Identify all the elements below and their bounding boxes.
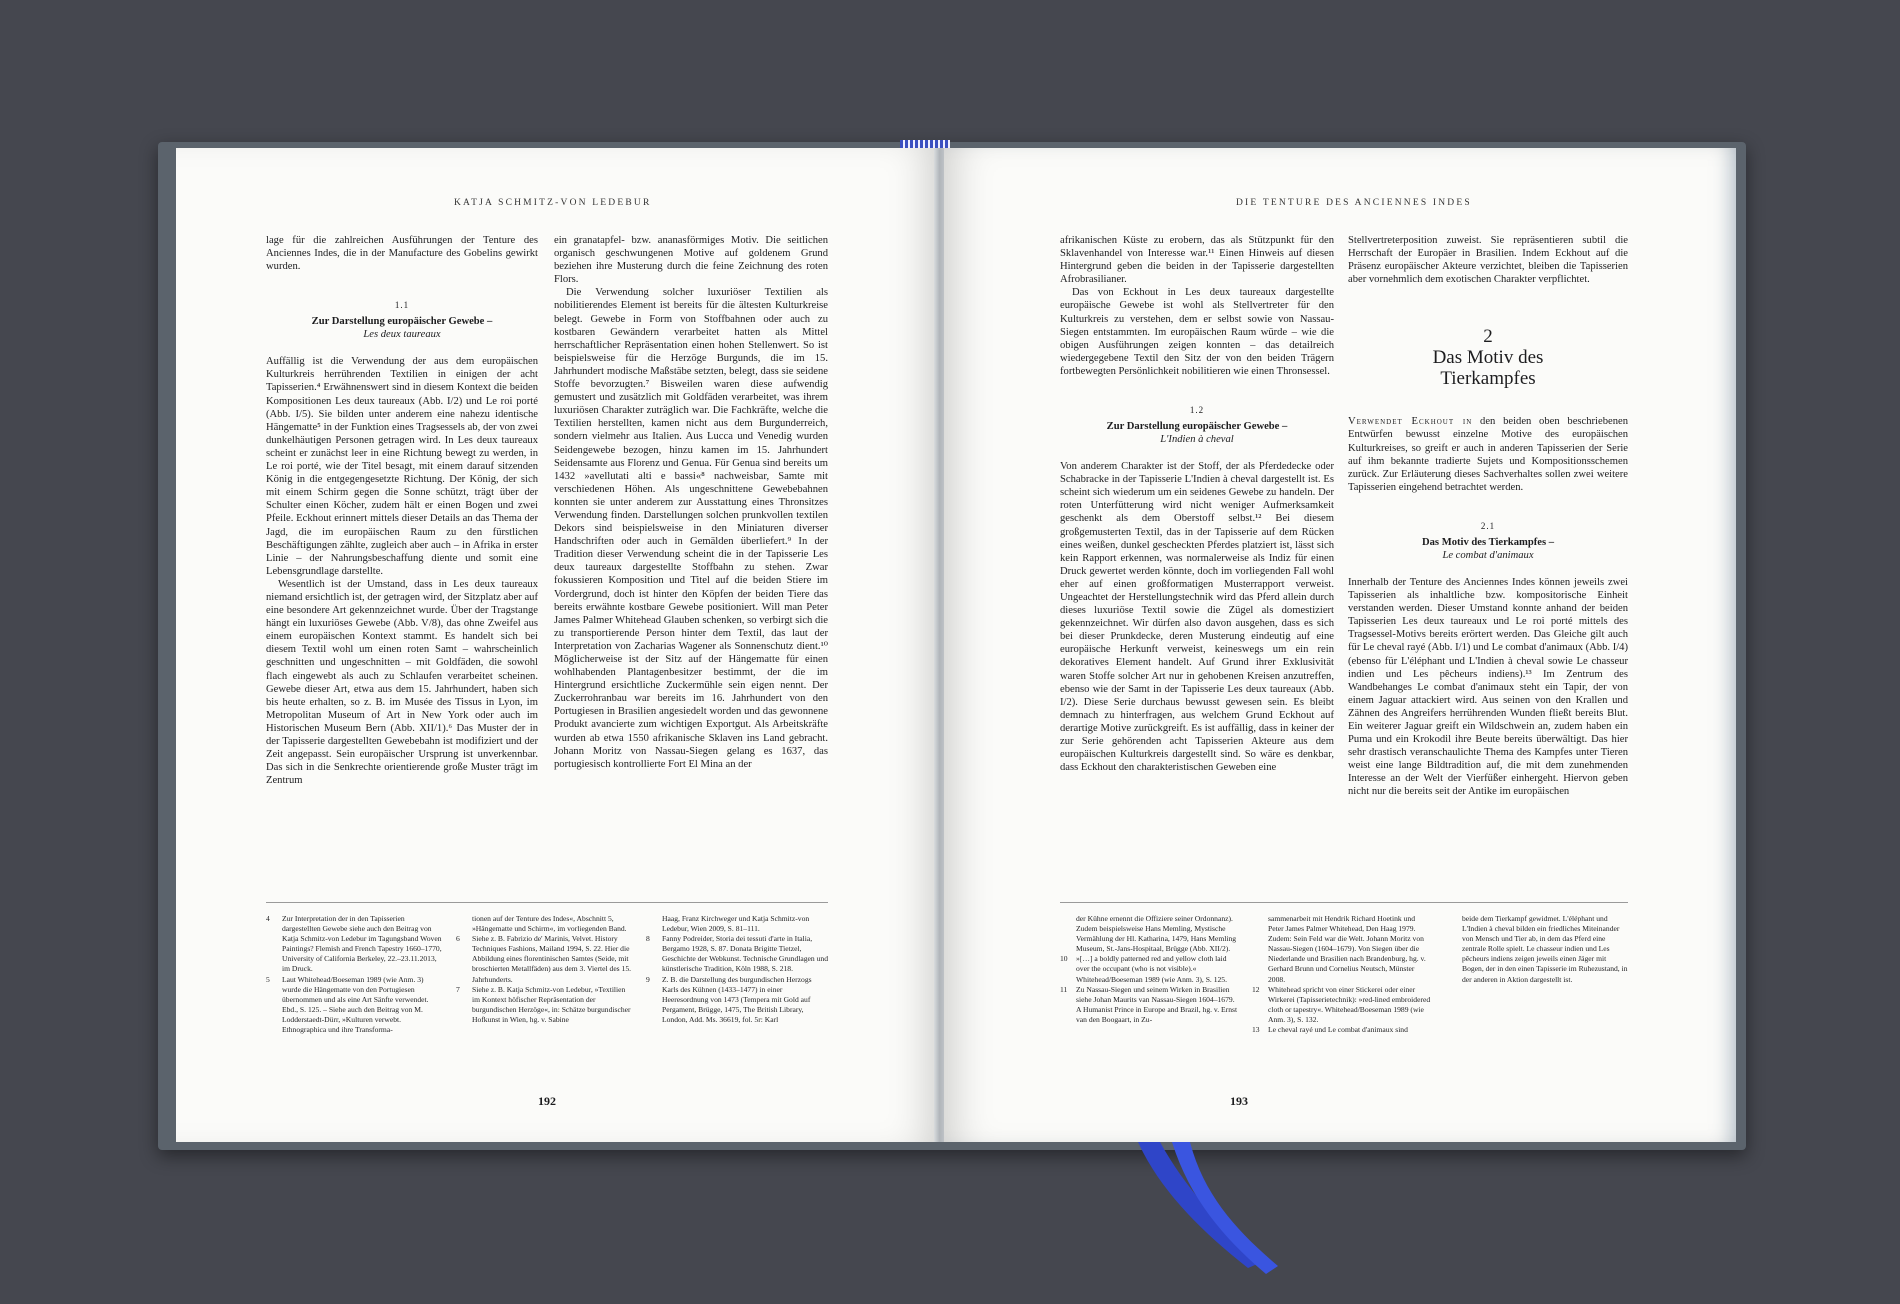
footnote: 5 Laut Whitehead/Boeseman 1989 (wie Anm. 3) wurde die Hängematte von den Portugiesen übernommen und als eine Art Sänfte verwendet. Ebd., S. 125. – Siehe auch den Beitrag von M. Lodderstaedt-Dürr, »Kulturen verwebt. Ethnographica und ihre Transforma- (266, 974, 429, 1035)
paragraph: Das von Eckhout in Les deux taureaux dargestellte europäische Gewebe ist wohl als Stellvertreter für den Kulturkreis zu verstehen, dem er selbst sowie von Nassau-Siegen entstammten. Im europäischen Raum würde – wie die obigen Ausführungen zeigen konnten – das detailreich wiedergegebene Textil den Sitz der von den beiden Trägern fortbewegten Persönlichkeit nobilitieren wie einen Thronsessel. (1060, 287, 1334, 377)
footnote: sammenarbeit mit Hendrik Richard Hoetink und Peter James Palmer Whitehead, Den Haag 1979. Zudem: Sein Feld war die Welt. Johann Moritz von Nassau-Siegen (1604–1679). Von Siegen über die Niederlande und Brasilien nach Brandenburg, hg. v. Gerhard Brunn und Cornelius Neutsch, Münster 2008. (1268, 914, 1426, 984)
paragraph: Von anderem Charakter ist der Stoff, der als Pferdedecke oder Schabracke in der Tapisserie L'Indien à cheval dargestellt ist. Es scheint sich wiederum um ein seidenes Gewebe zu handeln. Der roten Unterfütterung wird nicht weniger Aufmerksamkeit geschenkt als dem Oberstoff selbst.¹² Bei diesem großgemusterten Textil, das in der Tapisserie auf dem Rücken eines weißen, dunkel gescheckten Pferdes platziert ist, lässt sich kein Rapport erkennen, was normalerweise als Indiz für einen Druck gewertet werden könnte, doch im vorliegenden Fall wohl eher auf einen großformatigen Musterrapport verweist. Ungeachtet der Herstellungstechnik wird das Pferd allein durch dieses luxuriöse Textil sowie die Zügel als domestiziert gekennzeichnet. Wir dürfen also davon ausgehen, dass es sich bei dieser Prunkdecke, deren Musterung eindeutig auf eine europäische Herkunft verweist, keineswegs um ein rein dekoratives Element handelt. Auf Grund ihrer Exklusivität waren Stoffe solcher Art nur in gehobenen Kreisen anzutreffen, ebenso wie der Samt in der Tapisserie Les deux taureaux (Abb. I/2). Diese Serie durchaus bewusst gewesen sein. Es bleibt demnach zu hinterfragen, aus welchem Grund Eckhout auf derartige Motive zurückgreift. Es ist auffällig, dass in keiner der zur Serie gehörenden acht Tapisserien Akteure aus dem europäischen Kulturkreis dargestellt sind. So wäre es denkbar, dass Eckhout den charakteristischen Geweben eine (1060, 461, 1334, 774)
footnote: 9 Z. B. die Darstellung des burgundischen Herzogs Karls des Kühnen (1433–1477) in einer Heeresordnung von 1473 (Tempera mit Gold auf Pergament, Brügge, 1475, The British Library, London, Add. Ms. 36619, fol. 5r: Karl (646, 974, 812, 1024)
paragraph: Wesentlich ist der Umstand, dass in Les deux taureaux niemand ersichtlich ist, der getragen wird, der Sitzplatz aber auf eine besondere Art gekennzeichnet wurde. Über der Tragstange hängt ein luxuriöses Gewebe (Abb. V/8), das ohne Zweifel aus einem europäischen Kontext stammt. Es handelt sich bei diesem Textil wohl um einen roten Samt – wahrscheinlich geschnitten und ungeschnitten – mit Goldfäden, die sowohl flach eingewebt als auch zu Schlaufen verarbeitet scheinen. Gewebe dieser Art, etwa aus dem 15. Jahrhundert, haben sich bis heute erhalten, so z. B. im Musée des Tissus in Lyon, im Metropolitan Museum of Art in New York oder auch im Historischen Museum Bern (Abb. XII/1).⁶ Das Muster der in der Tapisserie dargestellten Gewebebahn ist modifiziert und der Zeit angepasst. Sein europäischer Ursprung ist unverkennbar. Das sich in die Senkrechte orientierende große Muster trägt im Zentrum (266, 578, 538, 787)
footnote: 6 Siehe z. B. Fabrizio de' Marinis, Velvet. History Techniques Fashions, Mailand 1994, S. 22. Hier die Abbildung eines florentinischen Samtes (Seide, mit broschierten Metallfäden) aus dem 3. Viertel des 15. Jahrhunderts. (456, 934, 632, 984)
footnote: 8 Fanny Podreider, Storia dei tessuti d'arte in Italia, Bergamo 1928, S. 87. Donata Brigitte Tietzel, Geschichte der Webkunst. Technische Grundlagen und künstlerische Tradition, Köln 1988, S. 218. (646, 934, 829, 974)
paragraph: Stellvertreterposition zuweist. Sie repräsentieren subtil die Herrschaft der Europäer in Brasilien. Indem Eckhout auf die Präsenz europäischer Akteure verzichtet, bleiben die Tapisserien aber vornehmlich dem exotischen Charakter verpflichtet. (1348, 235, 1628, 286)
footnote: 7 Siehe z. B. Katja Schmitz-von Ledebur, »Textilien im Kontext höfischer Repräsentation der burgundischen Herzöge«, in: Schätze burgundischer Hofkunst in Wien, hg. v. Sabine (456, 984, 631, 1024)
section-title: Das Motiv des Tierkampfes – (1421, 536, 1555, 548)
footnote: tionen auf der Tenture des Indes«, Abschnitt 5, »Hängematte und Schirm«, im vorliegenden Band. (472, 914, 627, 934)
paragraph: ein granatapfel- bzw. ananasförmiges Motiv. Die seitlichen organisch geschwungenen Motive auf goldenem Grund beziehen ihre Musterung durch die feine Zeichnung des roten Flors. (554, 235, 828, 286)
paragraph: afrikanischen Küste zu erobern, das als Stützpunkt für den Sklavenhandel von Interesse war.¹¹ Einen Hinweis auf diesen Hintergrund geben die beiden in der Tapisserie dargestellten Afrobrasilianer. (1060, 235, 1334, 286)
section-number: 2.1 (1480, 520, 1496, 531)
footnote: der Kühne ernennt die Offiziere seiner Ordonnanz). Zudem beispielsweise Hans Memling, Mystische Vermählung der Hl. Katharina, 1479, Hans Memling Museum, St.-Jans-Hospitaal, Brügge (Abb. XII/2). (1076, 914, 1237, 954)
section-number: 1.1 (394, 300, 410, 311)
section-number: 1.2 (1189, 405, 1205, 416)
section-subtitle: Les deux taureaux (363, 329, 441, 341)
paragraph: Die Verwendung solcher luxuriöser Textilien als nobilitierendes Element ist bereits für die ältesten Kulturkreise belegt. Gewebe in Form von Stoffbahnen oder auch zu kostbaren Gewändern verarbeitet hatten als Mittel herrschaftlicher Repräsentation einen hohen Stellenwert. So ist beispielsweise für die Herzöge Burgunds, die im 15. Jahrhundert modische Maßstäbe setzten, belegt, dass sie seidene Stoffe bevorzugten.⁷ Bisweilen waren diese aufwendig gemustert und zusätzlich mit Goldfäden verarbeitet, was ihrem luxuriösen Charakter zuträglich war. Die Fachkräfte, welche die Textilien herstellten, kamen nicht aus dem Burgunderreich, sondern vielmehr aus Italien. Aus Lucca und Venedig wurden Seidengewebe bezogen, hinzu kamen im 15. Jahrhundert Seidensamte aus Florenz und Genua. Für Genua sind bereits um 1432 »avellutati alti e bassi«⁸ nachweisbar, Samte mit verschiedenen Höhen. Als ungeschnittene Gewebebahnen konnten sie unter anderem zur Ausstattung eines Thronsitzes Verwendung finden. Darstellungen solchen prunkvollen textilen Dekors sind beispielsweise in den Miniaturen diverser Handschriften oder auch in Gemälden überliefert.⁹ In der Tradition dieser Verwendung scheint die in der Tapisserie Les deux taureaux dargestellte Stoffbahn zu stehen. Zwar fokussieren Komposition und Titel auf die beiden Stiere im Vordergrund, doch ist hinter den Köpfen der beiden Tiere das bereits erwähnte kostbare Gewebe positioniert. Will man Peter James Palmer Whitehead Glauben schenken, so verbirgt sich die zu transportierende Person hinter dem Textil, das laut der Interpretation von Zacharias Wagener als Sonnenschutz dient.¹⁰ Möglicherweise ist der Sitz auf der Hängematte für einen wohlhabenden Plantagenbesitzer bestimmt, der die im Hintergrund ersichtliche Zuckermühle sein eigen nennt. Der Zuckerrohranbau war bereits im 16. Jahrhundert von den Portugiesen in Brasilien angesiedelt worden und das gewonnene Produkt avancierte zum wichtigen Exportgut. Als Arbeitskräfte wurden ab etwa 1550 afrikanische Sklaven ins Land gebracht. Johann Moritz von Nassau-Siegen gelang es 1637, das portugiesisch kontrollierte Fort El Mina an der (554, 287, 828, 770)
section-title: Zur Darstellung europäischer Gewebe – (1106, 421, 1288, 433)
running-head-right: DIE TENTURE DES ANCIENNES INDES (1236, 198, 1472, 208)
footnote: 13 Le cheval rayé und Le combat d'animaux sind (1252, 1025, 1408, 1035)
paragraph: Auffällig ist die Verwendung der aus dem europäischen Kulturkreis herrührenden Textilien in einigen der acht Tapisserien.⁴ Erwähnenswert sind in diesem Kontext die beiden Kompositionen Les deux taureaux (Abb. I/2) und Le roi porté (Abb. I/5). Sie bilden unter anderem eine nahezu identische Hängematte⁵ in der Funktion eines Tragsessels ab, der von zwei dunkelhäutigen Personen getragen wird. In Les deux taureaux scheint er zunächst leer in eine Richtung bewegt zu werden, in Le roi porté, wie der Titel besagt, mit einem darauf sitzenden König in die entgegengesetzte Richtung. Der König, der sich mit einem Schirm gegen die Sonne schützt, trägt über der Schulter einen Köcher, zudem hält er einen Bogen und zwei Pfeile. Eckhout erinnert mittels dieser Details an das Thema der Jagd, die im europäischen Raum zu den fürstlichen Beschäftigungen zählte, zugleich aber auch – in Afrika in erster Linie – der Nahrungsbeschaffung diente und somit eine Lebensgrundlage darstellte. (266, 356, 538, 577)
page-number-right: 193 (1230, 1094, 1248, 1108)
footnote: beide dem Tierkampf gewidmet. L'éléphant und L'Indien à cheval bilden ein friedliches Miteinander von Mensch und Tier ab, in dem das Pferd eine zentrale Rolle spielt. Le chasseur indien und Les pêcheurs indiens zeigen jeweils einen Jäger mit Bogen, der in den einen Tapisserie im Ruhezustand, in der anderen in Aktion dargestellt ist. (1462, 914, 1628, 984)
footnote: 4 Zur Interpretation der in den Tapisserien dargestellten Gewebe siehe auch den Beitrag von Katja Schmitz-von Ledebur im Tagungsband Woven Paintings? Flemish and French Tapestry 1660–1770, University of California Berkeley, 22.–23.11.2013, im Druck. (266, 914, 442, 974)
footnote: 12 Whitehead spricht von einer Stickerei oder einer Wirkerei (Tapisserietechnik): »red-lined embroidered cloth or tapestry«. Whitehead/Boeseman 1989 (wie Anm. 3), S. 132. (1252, 984, 1431, 1024)
chapter-title-line-1: Das Motiv des (1432, 347, 1544, 369)
chapter-number: 2 (1483, 326, 1493, 348)
footnote: Haag, Franz Kirchweger und Katja Schmitz-von Ledebur, Wien 2009, S. 81–111. (662, 914, 810, 934)
page-number-left: 192 (538, 1094, 556, 1108)
section-subtitle: L'Indien à cheval (1160, 434, 1234, 446)
paragraph: Innerhalb der Tenture des Anciennes Indes können jeweils zwei Tapisserien als inhaltliche bzw. kompositorische Einheit verstanden werden. Dieser Umstand konnte anhand der beiden Tapisserien Les deux taureaux und Le roi porté mittels des Tragsessel-Motivs bereits erörtert werden. Das Gleiche gilt auch für Le cheval rayé (Abb. I/1) und Le combat d'animaux (Abb. I/4) (ebenso für L'éléphant und L'Indien à cheval sowie Le chasseur indien und Les pêcheurs indiens).¹³ Im Zentrum des Wandbehanges Le combat d'animaux steht ein Tapir, der von einem Jaguar attackiert wird. Aus seinen von den Krallen und Zähnen des Angreifers herrührenden Wunden fließt bereits Blut. Ein weiterer Jaguar greift ein Wildschwein an, zudem haben ein Puma und ein Krokodil ihre Beute bereits überwältigt. Das hier sehr drastisch veranschaulichte Thema des Kampfes unter Tieren weist eine lange Bildtradition auf, die mit dem zunehmenden Interesse an der Welt der Vierfüßer einhergeht. Hiervon geben nicht nur die bereits seit der Antike im europäischen (1348, 576, 1628, 798)
section-title: Zur Darstellung europäischer Gewebe – (311, 316, 493, 328)
footnote: 11 Zu Nassau-Siegen und seinem Wirken in Brasilien siehe Johan Maurits van Nassau-Siegen 1604–1679. A Humanist Prince in Europe and Brazil, hg. v. Ernst van den Boogaart, in Zu- (1060, 984, 1238, 1024)
paragraph: lage für die zahlreichen Ausführungen der Tenture des Anciennes Indes, die in der Manufacture des Gobelins gewirkt wurden. (266, 235, 538, 273)
footnote: 10 »[…] a boldly patterned red and yellow cloth laid over the occupant (who is not visible).« Whitehead/Boeseman 1989 (wie Anm. 3), S. 125. (1060, 954, 1228, 984)
running-head-left: KATJA SCHMITZ-VON LEDEBUR (454, 198, 652, 208)
lead-in-smallcaps: Verwendet Eckhout in (1348, 416, 1473, 428)
paragraph: den beiden oben beschriebenen Entwürfen bewusst einzelne Motive des europäischen Kulturkreises, so greift er auch in anderen Tapisserien der Serie auf ihm bekannte tradierte Sujets und Kompositionsschemen zurück. Zur Erläuterung dieses Sachverhaltes sollen zwei weitere Tapisserien eingehend betrachtet werden. (1348, 416, 1628, 493)
section-subtitle: Le combat d'animaux (1442, 549, 1534, 561)
chapter-title-line-2: Tierkampfes (1440, 368, 1536, 390)
